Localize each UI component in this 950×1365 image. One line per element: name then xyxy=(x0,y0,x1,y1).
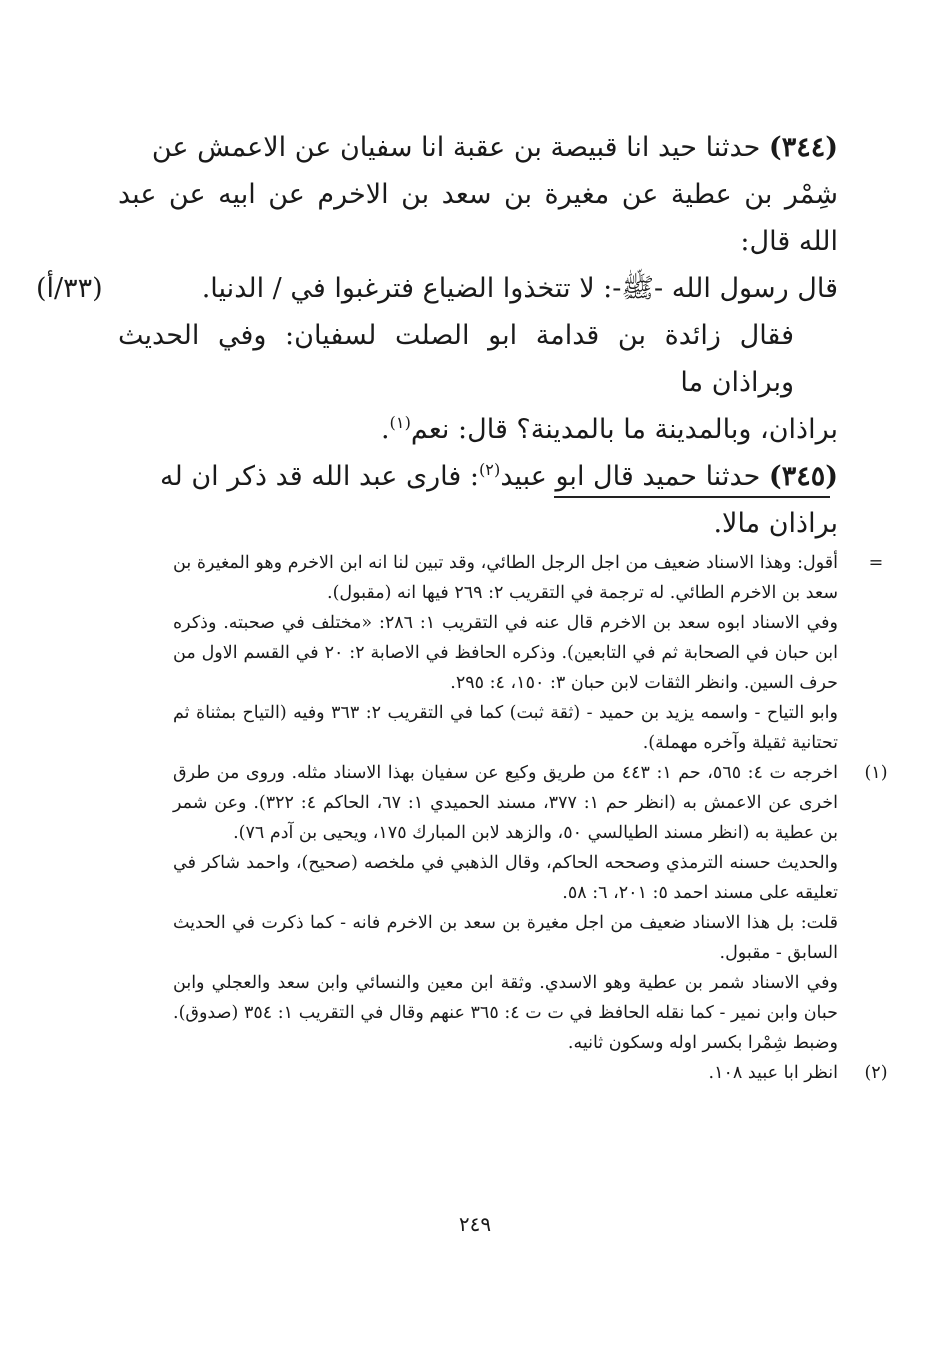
footnote-paragraph: وابو التياح - واسمه يزيد بن حميد - (ثقة ثبت) كما في التقريب ٢: ٣٦٣ وفيه (التياح بمثناة ثم تحتانية ثقيلة وآخره مهملة). xyxy=(173,703,838,753)
hadith-345-text-b: : فارى عبد الله قد ذكر ان له xyxy=(160,461,479,492)
hadith-344-para2-a: فقال زائدة بن قدامة ابو الصلت لسفيان: وفي الحديث وبراذان ما xyxy=(118,320,794,398)
footnote-paragraph: قلت: بل هذا الاسناد ضعيف من اجل مغيرة بن سعد بن الاخرم فانه - كما ذكرت في الحديث السابق - مقبول. xyxy=(173,913,838,963)
footnote-marker-1: (١) xyxy=(864,763,888,783)
footnote-1 xyxy=(173,758,888,1058)
hadith-344-line2: شِمْر بن عطية عن مغيرة بن سعد بن الاخرم عن ابيه عن عبد الله قال: xyxy=(118,179,838,257)
folio-reference: (٣٣/أ) xyxy=(36,273,103,304)
footnote-paragraph: وفي الاسناد ابوه سعد بن الاخرم قال عنه في التقريب ١: ٢٨٦: «مختلف في صحبته. وذكره ابن حبان في الصحابة ثم في التابعين). وذكره الحافظ في الاصابة ٢: ٢٠ في القسم الاول من حرف السين. وانظر الثقات لابن حبان ٣: ١٥٠، ٤: ٢٩٥. xyxy=(173,613,839,693)
footnote-divider xyxy=(554,496,830,498)
page-number: ٢٤٩ xyxy=(458,1212,492,1236)
footnote-paragraph: اخرجه ت ٤: ٥٦٥، حم ١: ٤٤٣ من طريق وكيع عن سفيان بهذا الاسناد مثله. وروى من طرق اخرى عن الاعمش به (انظر حم ١: ٣٧٧، مسند الحميدي ١: ٦٧، الحاكم ٤: ٣٢٢). وعن شمر بن عطية به (انظر مسند الطيالسي ٥٠، والزهد لابن المبارك ١٧٥، ويحيى بن آدم ٧٦). xyxy=(173,763,838,843)
hadith-344-para2-end: . xyxy=(380,414,390,445)
hadith-344-line1: حدثنا حيد انا قبيصة بن عقبة انا سفيان عن الاعمش عن xyxy=(151,132,761,163)
footnote-ref-1[interactable]: (١) xyxy=(389,413,411,432)
continuation-marker: = xyxy=(868,553,884,573)
hadith-345-text-a: حدثنا حميد قال ابو عبيد xyxy=(500,461,761,492)
hadith-344-line3-para xyxy=(36,265,838,312)
footnote-paragraph: وفي الاسناد شمر بن عطية وهو الاسدي. وثقة ابن معين والنسائي وابن سعد والعجلي وابن حبان وابن نمير - كما نقله الحافظ في ت ت ٤: ٣٦٥ عنهم وقال في التقريب ١: ٣٥٤ (صدوق). وضبط شِمْرا بكسر اوله وسكون ثانيه. xyxy=(173,973,838,1053)
footnote-marker-2: (٢) xyxy=(864,1063,888,1083)
hadith-344 xyxy=(118,124,838,171)
hadith-number-344: (٣٤٤) xyxy=(768,132,838,163)
footnote-paragraph: والحديث حسنه الترمذي وصححه الحاكم، وقال الذهبي في ملخصه (صحيح)، واحمد شاكر في تعليقه على مسند احمد ٥: ٢٠١، ٦: ٥٨. xyxy=(173,853,838,903)
hadith-344-para2-line2 xyxy=(118,406,838,453)
footnote-ref-2[interactable]: (٢) xyxy=(478,460,501,479)
hadith-344-line2-para xyxy=(118,171,838,265)
hadith-344-para2 xyxy=(118,312,838,406)
footnote-paragraph: انظر ابا عبيد ١٠٨. xyxy=(708,1063,838,1083)
hadith-345-line2-para xyxy=(118,500,838,547)
footnote-continuation xyxy=(173,548,884,758)
hadith-344-para2-b: براذان، وبالمدينة ما بالمدينة؟ قال: نعم xyxy=(410,414,838,445)
footnote-paragraph: أقول: وهذا الاسناد ضعيف من اجل الرجل الطائي، وقد تبين لنا انه ابن الاخرم وهو المغيرة بن سعد بن الاخرم الطائي. له ترجمة في التقريب ٢: ٢٦٩ فيها انه (مقبول). xyxy=(173,553,838,603)
main-text xyxy=(36,124,838,547)
footnote-2 xyxy=(173,1058,888,1088)
hadith-345 xyxy=(118,453,838,500)
footnotes xyxy=(173,548,888,1088)
hadith-number-345: (٣٤٥) xyxy=(768,461,838,492)
hadith-344-line3: قال رسول الله -ﷺ-: لا تتخذوا الضياع فترغبوا في / الدنيا. xyxy=(201,273,838,304)
hadith-345-line2: براذان مالا. xyxy=(713,508,838,539)
